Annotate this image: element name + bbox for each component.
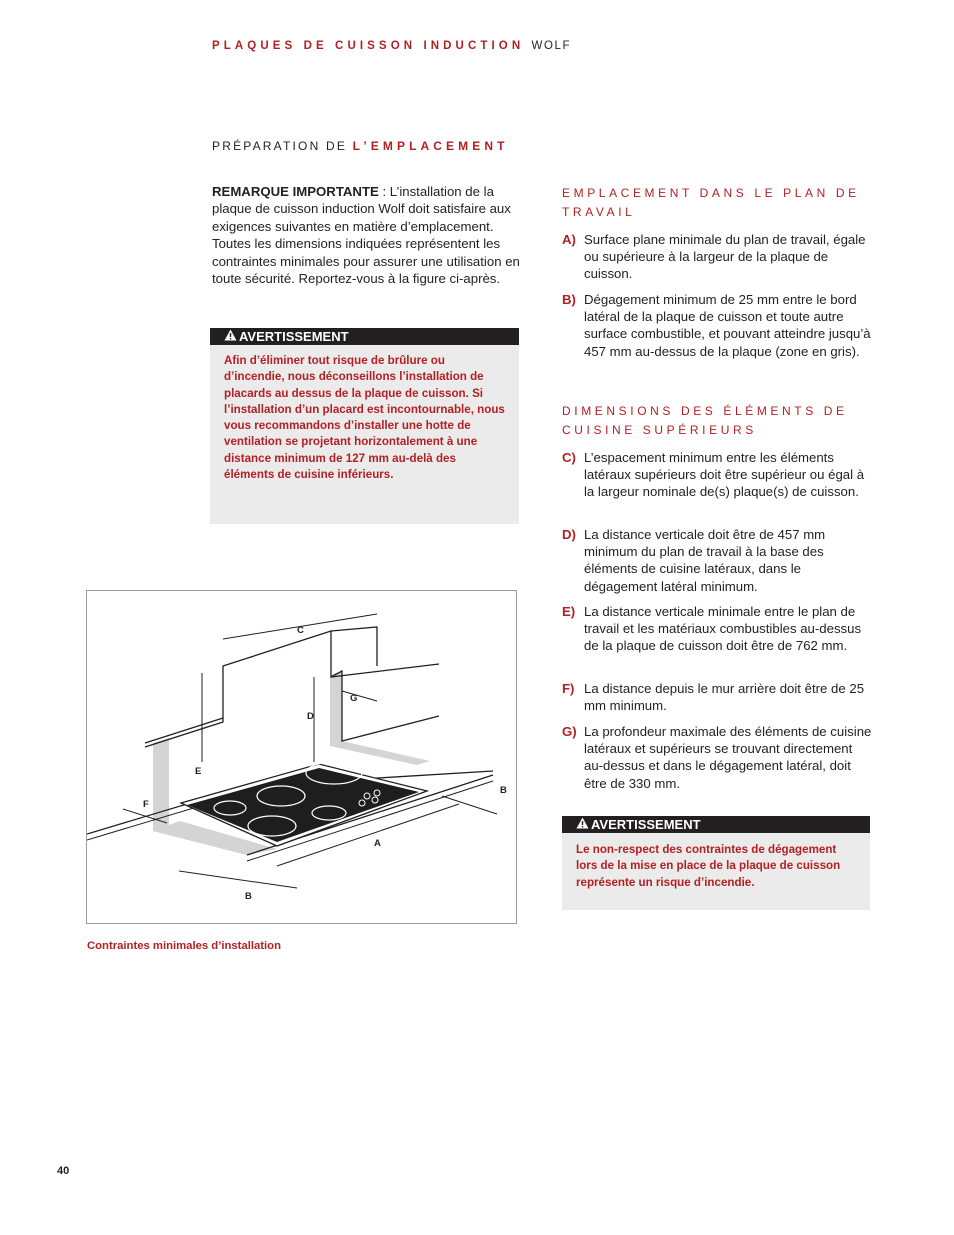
item-text: Dégagement minimum de 25 mm entre le bord latéral de la plaque de cuisson et toute autre surface combustible, et pouvant atteindre jusqu’à 457 mm au-dessus de la plaque (zone en gris). (584, 292, 871, 359)
important-note (212, 183, 530, 287)
section-title-emphasis: L’EMPLACEMENT (352, 139, 509, 153)
dimension-label-c: C (297, 625, 304, 636)
running-header (212, 40, 571, 52)
warning-text: Le non-respect des contraintes de dégagement lors de la mise en place de la plaque de cuisson représente un risque d’incendie. (576, 843, 841, 889)
item-label: A) (562, 232, 576, 247)
warning-label: AVERTISSEMENT (591, 817, 701, 832)
countertop-heading: EMPLACEMENT DANS LE PLAN DE TRAVAIL (562, 186, 860, 219)
upper-cabinets-heading: DIMENSIONS DES ÉLÉMENTS DE CUISINE SUPÉRIEURS (562, 404, 848, 437)
requirement-item-c (562, 449, 872, 501)
requirement-item-d (562, 526, 872, 595)
item-label: B) (562, 292, 576, 307)
dimension-label-a: A (374, 838, 381, 849)
item-text: La distance depuis le mur arrière doit être de 25 mm minimum. (584, 681, 865, 714)
warning-icon (576, 816, 589, 833)
requirement-item-f (562, 680, 872, 714)
note-label: REMARQUE IMPORTANTE (212, 184, 379, 199)
requirement-item-g (562, 723, 872, 792)
figure-caption: Contraintes minimales d’installation (87, 940, 281, 952)
header-brand: WOLF (531, 40, 572, 52)
installation-figure (86, 590, 517, 924)
section-title-prefix: PRÉPARATION DE (212, 139, 348, 153)
dimension-label-b-front: B (245, 891, 252, 902)
item-label: F) (562, 681, 575, 696)
warning-icon (224, 328, 237, 345)
installation-diagram (87, 591, 515, 922)
requirement-item-b (562, 291, 872, 360)
item-label: E) (562, 604, 576, 619)
warning-header (210, 328, 519, 345)
warning-box-fire (562, 816, 870, 910)
dimension-label-g: G (350, 693, 358, 704)
warning-box (210, 328, 519, 524)
item-text: La distance verticale doit être de 457 mm minimum du plan de travail à la base des éléments de cuisine latéraux, dans le dégagement latéral minimum. (584, 527, 826, 594)
warning-label: AVERTISSEMENT (239, 329, 349, 344)
note-text: : L’installation de la plaque de cuisson induction Wolf doit satisfaire aux exigences suivantes en matière d’emplacement. Toutes les dimensions indiquées représentent les contraintes minimales pour assurer une utilisation en toute sécurité. Reportez-vous à la figure ci-après. (212, 184, 520, 287)
dimension-label-b: B (500, 785, 507, 796)
dimension-label-f: F (143, 799, 149, 810)
dimension-label-d: D (307, 711, 314, 722)
requirement-item-a (562, 231, 872, 283)
side-clearance-zone-right (330, 671, 430, 765)
requirement-item-e (562, 603, 872, 655)
page-number: 40 (57, 1165, 70, 1177)
warning-text: Afin d’éliminer tout risque de brûlure ou d’incendie, nous déconseillons l’installation de placards au dessus de la plaque de cuisson. Si l’installation d’un placard est incontournable, nous vous recommandons d’installer une hotte de ventilation se projetant horizontalement à une distance minimum de 127 mm au-delà des éléments de cuisine inférieurs. (224, 354, 505, 482)
section-title (212, 139, 509, 153)
dimension-label-e: E (195, 766, 202, 777)
header-title: PLAQUES DE CUISSON INDUCTION (212, 40, 525, 52)
item-text: Surface plane minimale du plan de travail, égale ou supérieure à la largeur de la plaque de cuisson. (584, 232, 866, 282)
item-text: La distance verticale minimale entre le plan de travail et les matériaux combustibles au-dessus de la plaque de cuisson doit être de 762 mm. (584, 604, 862, 654)
item-text: La profondeur maximale des éléments de cuisine latéraux et supérieurs se trouvant directement au-dessus et dans le dégagement latéral, doit être de 330 mm. (584, 724, 872, 791)
warning-header (562, 816, 870, 833)
item-label: G) (562, 724, 577, 739)
item-text: L’espacement minimum entre les éléments latéraux supérieurs doit être supérieur ou égal à la largeur nominale de(s) plaque(s) de cuisson. (584, 450, 865, 500)
item-label: D) (562, 527, 576, 542)
item-label: C) (562, 450, 576, 465)
